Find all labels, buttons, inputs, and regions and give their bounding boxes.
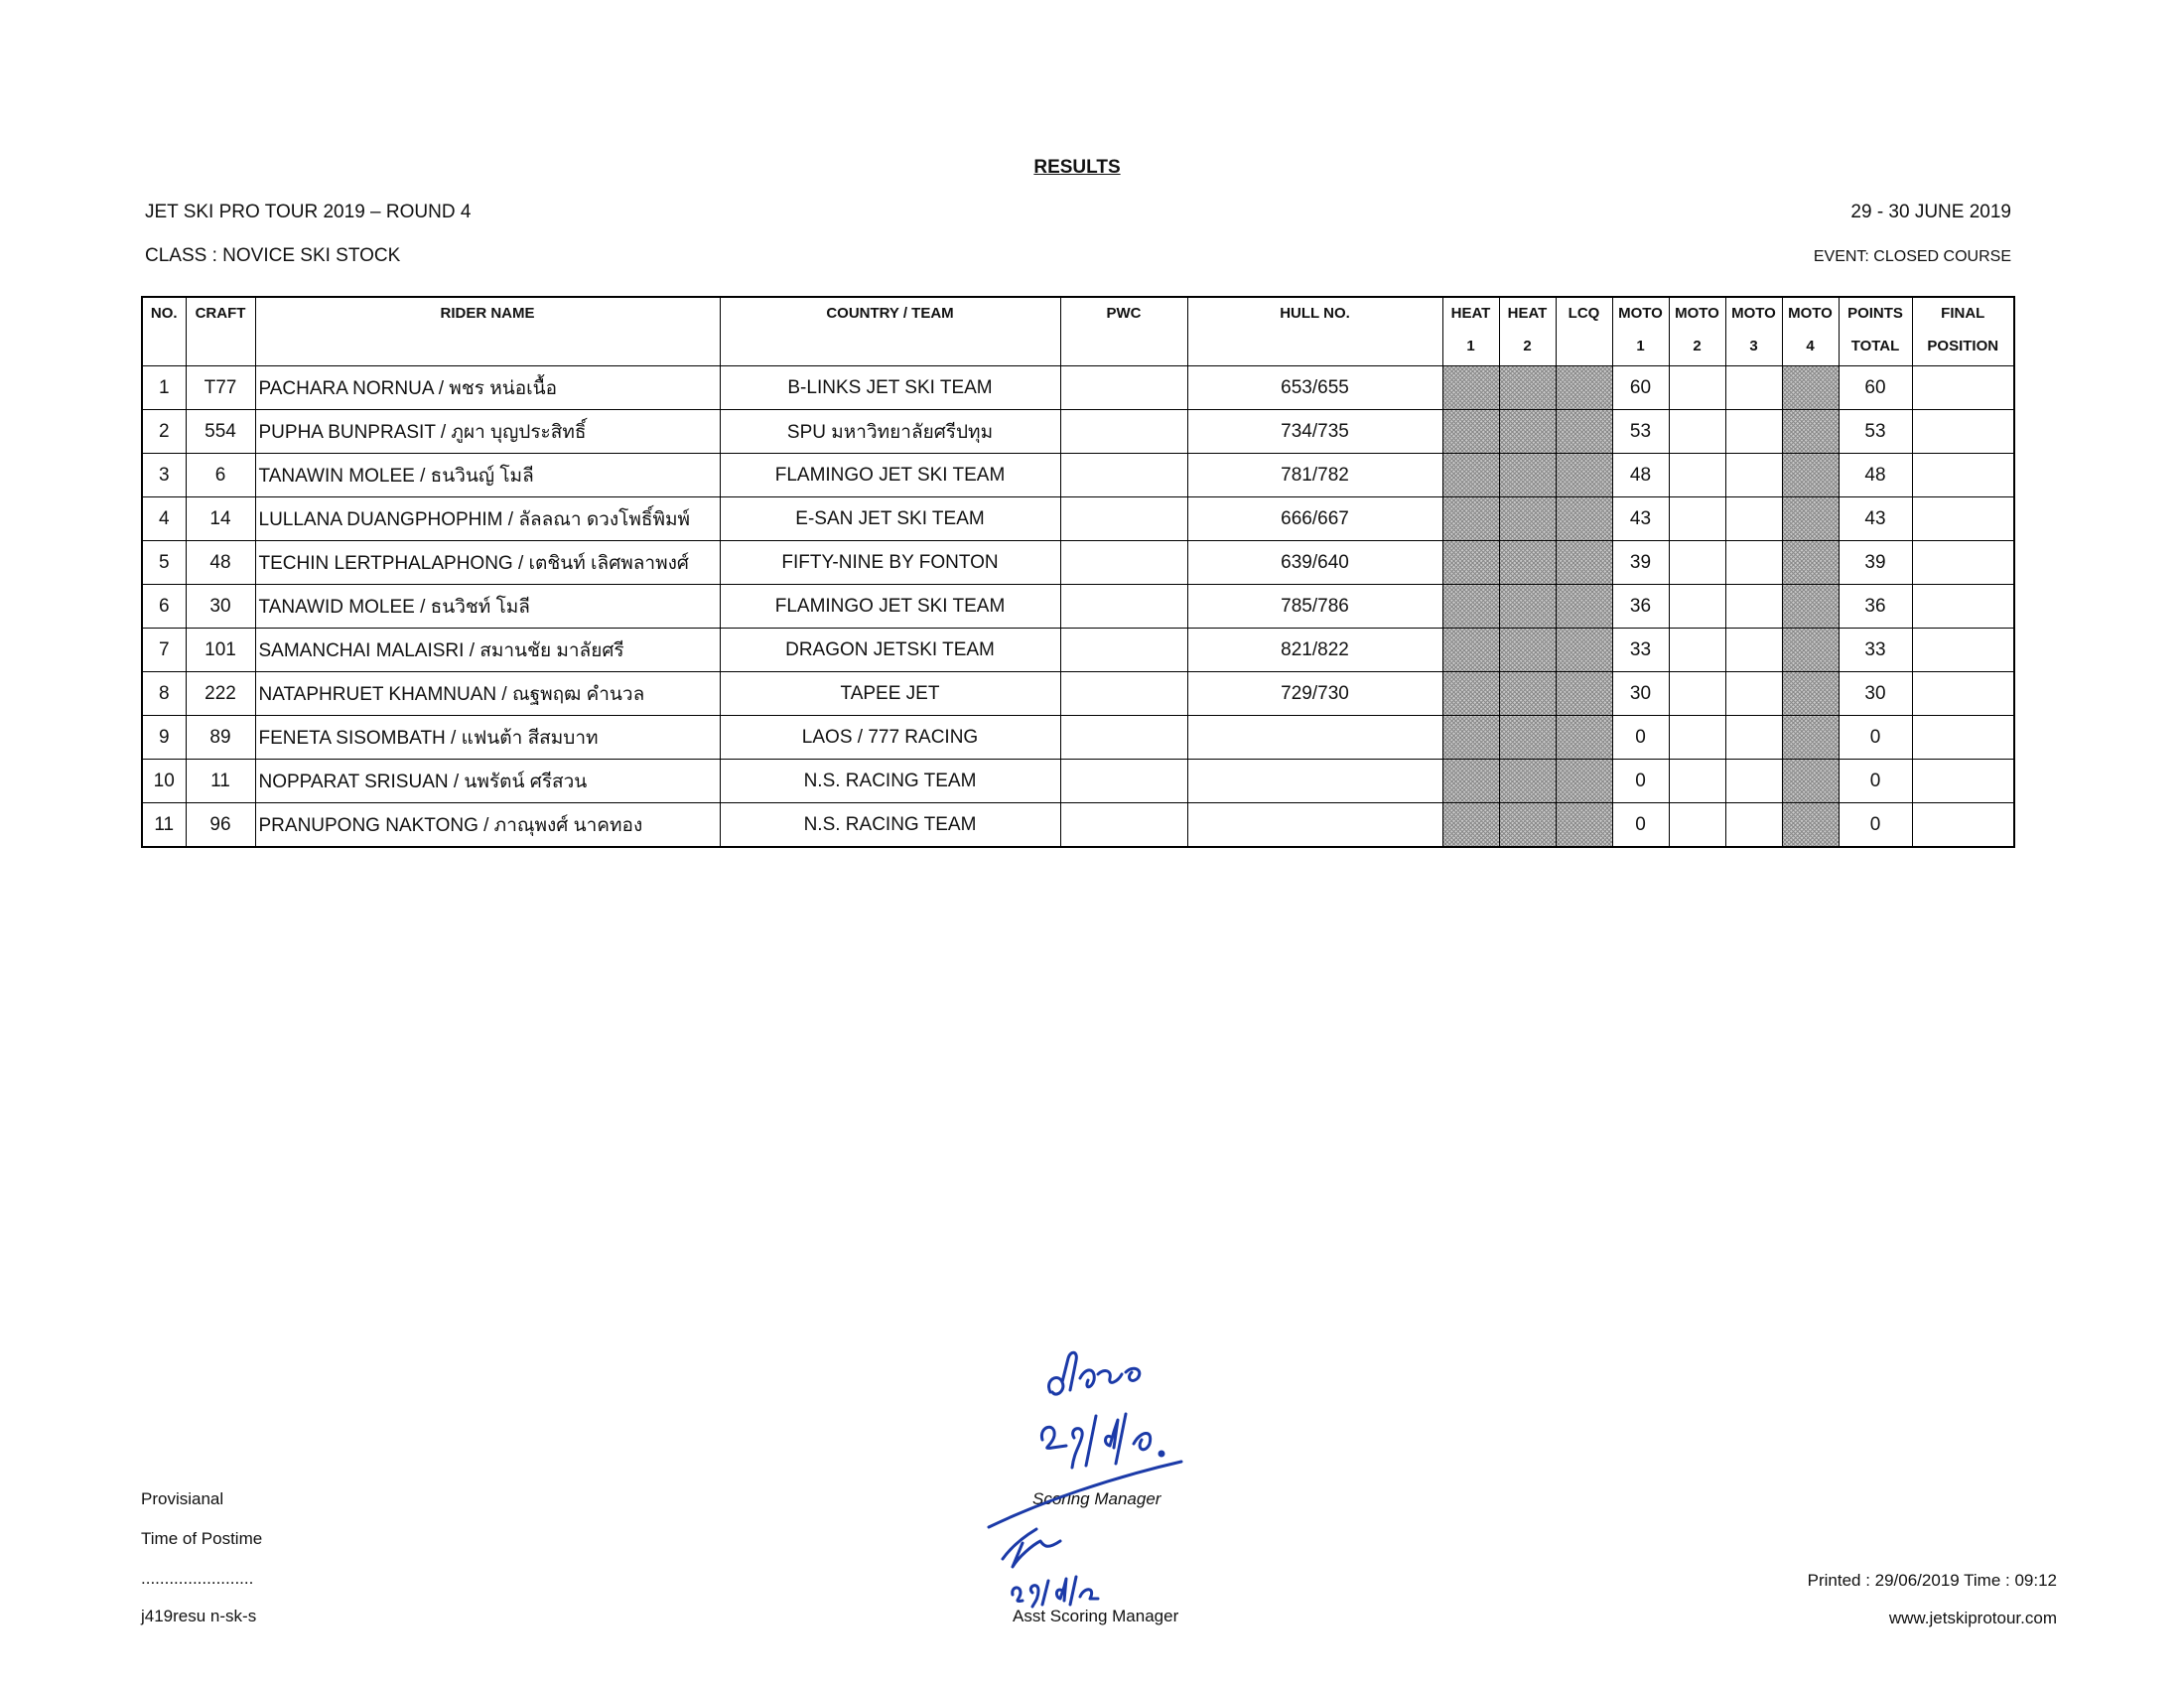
- cell-hull: 781/782: [1187, 454, 1442, 497]
- cell-craft: 96: [186, 803, 255, 848]
- cell-hull: [1187, 716, 1442, 760]
- cell-heat1: [1442, 803, 1499, 848]
- cell-points: 0: [1839, 716, 1912, 760]
- cell-craft: 89: [186, 716, 255, 760]
- cell-no: 9: [142, 716, 186, 760]
- cell-heat2: [1499, 454, 1556, 497]
- cell-craft: 6: [186, 454, 255, 497]
- cell-rider: PRANUPONG NAKTONG / ภาณุพงศ์ นาคทอง: [255, 803, 720, 848]
- cell-pwc: [1060, 497, 1187, 541]
- cell-lcq: [1556, 672, 1612, 716]
- cell-heat1: [1442, 497, 1499, 541]
- cell-pwc: [1060, 716, 1187, 760]
- cell-moto4: [1782, 716, 1839, 760]
- cell-team: FIFTY-NINE BY FONTON: [720, 541, 1060, 585]
- page-title: RESULTS: [1033, 157, 1121, 178]
- cell-hull: 729/730: [1187, 672, 1442, 716]
- cell-moto4: [1782, 760, 1839, 803]
- cell-rider: NATAPHRUET KHAMNUAN / ณฐพฤฒ คำนวล: [255, 672, 720, 716]
- cell-rider: LULLANA DUANGPHOPHIM / ลัลลณา ดวงโพธิ์พิมพ์: [255, 497, 720, 541]
- cell-points: 60: [1839, 366, 1912, 410]
- cell-heat2: [1499, 541, 1556, 585]
- cell-heat1: [1442, 541, 1499, 585]
- cell-hull: 639/640: [1187, 541, 1442, 585]
- race-class: CLASS : NOVICE SKI STOCK: [145, 245, 401, 266]
- cell-no: 8: [142, 672, 186, 716]
- cell-points: 33: [1839, 629, 1912, 672]
- cell-hull: 785/786: [1187, 585, 1442, 629]
- table-row: [142, 672, 2014, 716]
- cell-team: SPU มหาวิทยาลัยศรีปทุม: [720, 410, 1060, 454]
- asst-scoring-manager-label: Asst Scoring Manager: [1013, 1607, 1179, 1625]
- cell-moto1: 0: [1612, 803, 1669, 848]
- cell-moto3: [1725, 497, 1782, 541]
- cell-moto2: [1669, 803, 1725, 848]
- col-header-final: FINAL POSITION: [1912, 297, 2014, 366]
- cell-rider: SAMANCHAI MALAISRI / สมานชัย มาลัยศรี: [255, 629, 720, 672]
- cell-rider: PACHARA NORNUA / พชร หน่อเนื้อ: [255, 366, 720, 410]
- col-header-moto2: MOTO 2: [1669, 297, 1725, 366]
- cell-moto3: [1725, 410, 1782, 454]
- cell-rider: TECHIN LERTPHALAPHONG / เตชินท์ เลิศพลาพงศ์: [255, 541, 720, 585]
- table-row: [142, 585, 2014, 629]
- cell-moto2: [1669, 454, 1725, 497]
- cell-moto3: [1725, 585, 1782, 629]
- cell-heat2: [1499, 716, 1556, 760]
- cell-pwc: [1060, 629, 1187, 672]
- cell-heat1: [1442, 672, 1499, 716]
- cell-moto4: [1782, 410, 1839, 454]
- cell-no: 1: [142, 366, 186, 410]
- cell-moto1: 60: [1612, 366, 1669, 410]
- cell-team: E-SAN JET SKI TEAM: [720, 497, 1060, 541]
- col-header-team: COUNTRY / TEAM: [720, 297, 1060, 366]
- event-dates: 29 - 30 JUNE 2019: [1850, 202, 2011, 222]
- table-row: [142, 629, 2014, 672]
- cell-moto1: 39: [1612, 541, 1669, 585]
- cell-points: 30: [1839, 672, 1912, 716]
- cell-rider: PUPHA BUNPRASIT / ภูผา บุญประสิทธิ์: [255, 410, 720, 454]
- cell-pwc: [1060, 672, 1187, 716]
- cell-hull: 666/667: [1187, 497, 1442, 541]
- cell-points: 0: [1839, 803, 1912, 848]
- cell-craft: 11: [186, 760, 255, 803]
- cell-team: N.S. RACING TEAM: [720, 760, 1060, 803]
- cell-pwc: [1060, 760, 1187, 803]
- cell-points: 43: [1839, 497, 1912, 541]
- cell-hull: [1187, 803, 1442, 848]
- cell-points: 53: [1839, 410, 1912, 454]
- cell-moto1: 43: [1612, 497, 1669, 541]
- cell-moto4: [1782, 366, 1839, 410]
- cell-pwc: [1060, 541, 1187, 585]
- cell-final: [1912, 366, 2014, 410]
- col-header-no: NO.: [142, 297, 186, 366]
- document-code: j419resu n-sk-s: [141, 1607, 257, 1625]
- cell-team: TAPEE JET: [720, 672, 1060, 716]
- cell-team: DRAGON JETSKI TEAM: [720, 629, 1060, 672]
- cell-moto1: 48: [1612, 454, 1669, 497]
- cell-final: [1912, 454, 2014, 497]
- cell-moto1: 33: [1612, 629, 1669, 672]
- cell-moto2: [1669, 366, 1725, 410]
- cell-moto2: [1669, 541, 1725, 585]
- table-row: [142, 716, 2014, 760]
- cell-heat2: [1499, 760, 1556, 803]
- cell-lcq: [1556, 541, 1612, 585]
- printed-timestamp: Printed : 29/06/2019 Time : 09:12: [1807, 1571, 2057, 1590]
- event-name: JET SKI PRO TOUR 2019 – ROUND 4: [145, 202, 472, 222]
- cell-pwc: [1060, 410, 1187, 454]
- cell-hull: 821/822: [1187, 629, 1442, 672]
- cell-craft: 30: [186, 585, 255, 629]
- table-row: [142, 803, 2014, 848]
- cell-heat1: [1442, 366, 1499, 410]
- cell-moto2: [1669, 497, 1725, 541]
- cell-pwc: [1060, 366, 1187, 410]
- cell-lcq: [1556, 629, 1612, 672]
- postime-blank: ........................: [141, 1569, 254, 1588]
- cell-craft: 14: [186, 497, 255, 541]
- cell-heat1: [1442, 585, 1499, 629]
- cell-no: 4: [142, 497, 186, 541]
- cell-lcq: [1556, 454, 1612, 497]
- cell-moto3: [1725, 803, 1782, 848]
- scoring-manager-label: Scoring Manager: [1032, 1489, 1161, 1508]
- cell-points: 36: [1839, 585, 1912, 629]
- cell-final: [1912, 497, 2014, 541]
- cell-final: [1912, 716, 2014, 760]
- cell-moto2: [1669, 672, 1725, 716]
- provisional-label: Provisianal: [141, 1489, 224, 1508]
- cell-final: [1912, 541, 2014, 585]
- cell-heat2: [1499, 410, 1556, 454]
- col-header-lcq: LCQ: [1556, 297, 1612, 366]
- cell-moto1: 0: [1612, 760, 1669, 803]
- cell-moto1: 36: [1612, 585, 1669, 629]
- col-header-craft: CRAFT: [186, 297, 255, 366]
- cell-heat1: [1442, 410, 1499, 454]
- cell-moto2: [1669, 629, 1725, 672]
- col-header-hull: HULL NO.: [1187, 297, 1442, 366]
- cell-craft: T77: [186, 366, 255, 410]
- cell-final: [1912, 803, 2014, 848]
- cell-moto2: [1669, 585, 1725, 629]
- cell-no: 5: [142, 541, 186, 585]
- cell-moto1: 53: [1612, 410, 1669, 454]
- table-row: [142, 541, 2014, 585]
- cell-heat2: [1499, 803, 1556, 848]
- cell-craft: 222: [186, 672, 255, 716]
- cell-craft: 101: [186, 629, 255, 672]
- cell-moto2: [1669, 410, 1725, 454]
- cell-moto4: [1782, 497, 1839, 541]
- cell-moto3: [1725, 454, 1782, 497]
- cell-no: 3: [142, 454, 186, 497]
- table-row: [142, 497, 2014, 541]
- cell-heat2: [1499, 497, 1556, 541]
- table-row: [142, 454, 2014, 497]
- cell-lcq: [1556, 803, 1612, 848]
- cell-team: FLAMINGO JET SKI TEAM: [720, 585, 1060, 629]
- cell-hull: 653/655: [1187, 366, 1442, 410]
- cell-moto4: [1782, 672, 1839, 716]
- website-url: www.jetskiprotour.com: [1888, 1609, 2057, 1627]
- col-header-rider: RIDER NAME: [255, 297, 720, 366]
- cell-heat2: [1499, 585, 1556, 629]
- col-header-moto1: MOTO 1: [1612, 297, 1669, 366]
- cell-moto2: [1669, 716, 1725, 760]
- cell-final: [1912, 629, 2014, 672]
- time-of-postime-label: Time of Postime: [141, 1529, 263, 1548]
- cell-team: LAOS / 777 RACING: [720, 716, 1060, 760]
- table-row: [142, 410, 2014, 454]
- cell-moto1: 0: [1612, 716, 1669, 760]
- cell-no: 7: [142, 629, 186, 672]
- cell-hull: 734/735: [1187, 410, 1442, 454]
- col-header-heat1: HEAT 1: [1442, 297, 1499, 366]
- cell-hull: [1187, 760, 1442, 803]
- cell-moto3: [1725, 366, 1782, 410]
- cell-heat1: [1442, 716, 1499, 760]
- cell-heat2: [1499, 366, 1556, 410]
- cell-final: [1912, 585, 2014, 629]
- cell-team: B-LINKS JET SKI TEAM: [720, 366, 1060, 410]
- cell-rider: FENETA SISOMBATH / แฟนต้า สีสมบาท: [255, 716, 720, 760]
- cell-pwc: [1060, 454, 1187, 497]
- cell-team: N.S. RACING TEAM: [720, 803, 1060, 848]
- asst-scoring-manager-signature: [983, 1450, 1191, 1609]
- col-header-moto3: MOTO 3: [1725, 297, 1782, 366]
- cell-points: 0: [1839, 760, 1912, 803]
- cell-no: 6: [142, 585, 186, 629]
- cell-moto3: [1725, 629, 1782, 672]
- cell-rider: NOPPARAT SRISUAN / นพรัตน์ ศรีสวน: [255, 760, 720, 803]
- cell-pwc: [1060, 585, 1187, 629]
- cell-lcq: [1556, 585, 1612, 629]
- cell-no: 2: [142, 410, 186, 454]
- col-header-points: POINTS TOTAL: [1839, 297, 1912, 366]
- cell-heat1: [1442, 629, 1499, 672]
- cell-rider: TANAWIN MOLEE / ธนวินญ์ โมลี: [255, 454, 720, 497]
- cell-lcq: [1556, 497, 1612, 541]
- cell-heat2: [1499, 629, 1556, 672]
- col-header-heat2: HEAT 2: [1499, 297, 1556, 366]
- cell-craft: 48: [186, 541, 255, 585]
- cell-points: 39: [1839, 541, 1912, 585]
- table-header-row: [142, 297, 2014, 366]
- cell-heat1: [1442, 760, 1499, 803]
- cell-rider: TANAWID MOLEE / ธนวิชท์ โมลี: [255, 585, 720, 629]
- cell-moto1: 30: [1612, 672, 1669, 716]
- cell-moto2: [1669, 760, 1725, 803]
- cell-moto4: [1782, 803, 1839, 848]
- cell-moto3: [1725, 672, 1782, 716]
- cell-points: 48: [1839, 454, 1912, 497]
- table-row: [142, 760, 2014, 803]
- cell-lcq: [1556, 366, 1612, 410]
- cell-pwc: [1060, 803, 1187, 848]
- cell-final: [1912, 410, 2014, 454]
- cell-heat2: [1499, 672, 1556, 716]
- cell-moto4: [1782, 629, 1839, 672]
- cell-no: 11: [142, 803, 186, 848]
- col-header-moto4: MOTO 4: [1782, 297, 1839, 366]
- cell-lcq: [1556, 410, 1612, 454]
- cell-lcq: [1556, 716, 1612, 760]
- event-type: EVENT: CLOSED COURSE: [1813, 248, 2011, 265]
- cell-final: [1912, 760, 2014, 803]
- cell-final: [1912, 672, 2014, 716]
- cell-heat1: [1442, 454, 1499, 497]
- cell-moto4: [1782, 454, 1839, 497]
- col-header-pwc: PWC: [1060, 297, 1187, 366]
- cell-moto3: [1725, 760, 1782, 803]
- results-table: [141, 296, 2015, 848]
- cell-moto4: [1782, 585, 1839, 629]
- cell-lcq: [1556, 760, 1612, 803]
- cell-team: FLAMINGO JET SKI TEAM: [720, 454, 1060, 497]
- cell-moto3: [1725, 716, 1782, 760]
- cell-moto3: [1725, 541, 1782, 585]
- cell-craft: 554: [186, 410, 255, 454]
- table-row: [142, 366, 2014, 410]
- cell-no: 10: [142, 760, 186, 803]
- cell-moto4: [1782, 541, 1839, 585]
